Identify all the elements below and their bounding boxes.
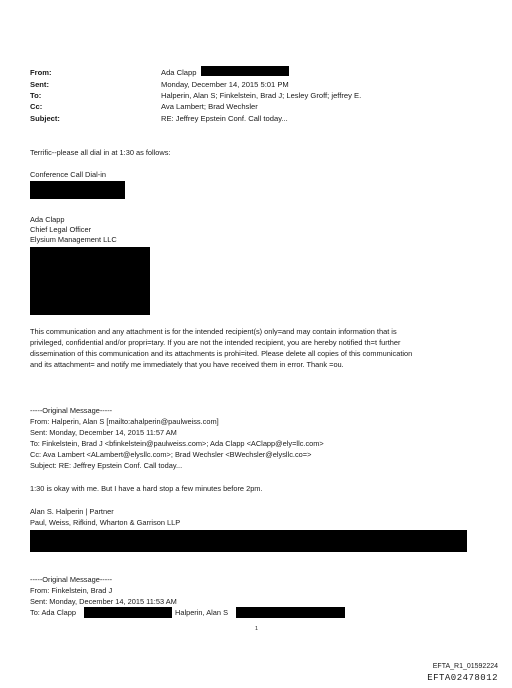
dial-in-label: Conference Call Dial-in xyxy=(30,170,106,179)
disclaimer-line: dissemination of this communication and its attachments is prohi=ited. Please delete all copies of this communication xyxy=(30,349,413,358)
cc-label: Cc: xyxy=(30,102,43,111)
to-value: Halperin, Alan S; Finkelstein, Brad J; Lesley Groff; jeffrey E. xyxy=(161,91,362,100)
original-sent: Sent: Monday, December 14, 2015 11:53 AM xyxy=(30,597,177,606)
subject-label: Subject: xyxy=(30,114,60,123)
to-label: To: xyxy=(30,91,42,100)
page-number: 1 xyxy=(255,626,259,632)
disclaimer-line: and its attachment= and notify me immediately that you have received them in error. Thank =ou. xyxy=(30,360,344,369)
cc-value: Ava Lambert; Brad Wechsler xyxy=(161,102,258,111)
bates-number: EFTA02478012 xyxy=(427,673,498,683)
bates-number: EFTA_R1_01592224 xyxy=(432,663,498,670)
signature-name: Ada Clapp xyxy=(30,215,65,224)
redaction-block xyxy=(201,66,289,76)
original-to-mid: Halperin, Alan S xyxy=(175,608,228,617)
original-message-divider: -----Original Message----- xyxy=(30,406,113,415)
original-sent: Sent: Monday, December 14, 2015 11:57 AM xyxy=(30,428,177,437)
subject-value: RE: Jeffrey Epstein Conf. Call today... xyxy=(161,114,288,123)
original-signature-firm: Paul, Weiss, Rifkind, Wharton & Garrison LLP xyxy=(30,518,181,527)
from-value: Ada Clapp xyxy=(161,68,197,77)
original-message-divider: -----Original Message----- xyxy=(30,575,113,584)
body-intro: Terrific--please all dial in at 1:30 as follows: xyxy=(30,148,171,157)
from-label: From: xyxy=(30,68,52,77)
redaction-block xyxy=(236,607,345,618)
original-cc: Cc: Ava Lambert <ALambert@elysllc.com>; Brad Wechsler <BWechsler@elysllc.co=> xyxy=(30,450,312,459)
redaction-block xyxy=(30,181,125,199)
redaction-block xyxy=(84,607,172,618)
original-to-prefix: To: Ada Clapp xyxy=(30,608,77,617)
redaction-block xyxy=(30,530,467,552)
original-from: From: Finkelstein, Brad J xyxy=(30,586,113,595)
original-to: To: Finkelstein, Brad J <bfinkelstein@paulweiss.com>; Ada Clapp <AClapp@ely=llc.com> xyxy=(30,439,324,448)
sent-label: Sent: xyxy=(30,80,49,89)
signature-title: Chief Legal Officer xyxy=(30,225,92,234)
original-subject: Subject: RE: Jeffrey Epstein Conf. Call today... xyxy=(30,461,183,470)
disclaimer-line: This communication and any attachment is for the intended recipient(s) only=and may contain information that is xyxy=(30,327,397,336)
redaction-block xyxy=(30,247,150,315)
disclaimer-line: privileged, confidential and/or propri=tary. If you are not the intended recipient, you are hereby notified th=t further xyxy=(30,338,401,347)
original-from: From: Halperin, Alan S [mailto:ahalperin@paulweiss.com] xyxy=(30,417,219,426)
signature-company: Elysium Management LLC xyxy=(30,235,117,244)
sent-value: Monday, December 14, 2015 5:01 PM xyxy=(161,80,289,89)
original-message-text: 1:30 is okay with me. But I have a hard stop a few minutes before 2pm. xyxy=(30,484,263,493)
original-signature-name: Alan S. Halperin | Partner xyxy=(30,507,114,516)
